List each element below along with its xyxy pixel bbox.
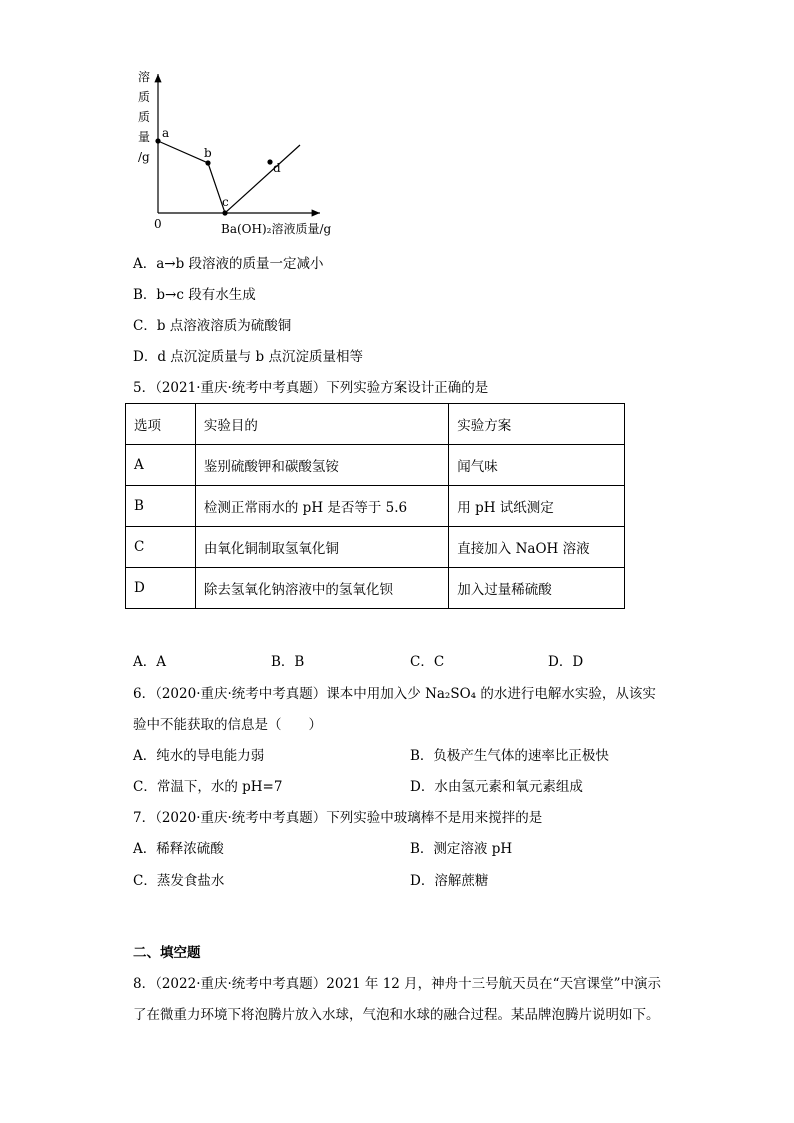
table-header-cell: 实验目的 <box>195 404 448 445</box>
q7-option-c: C．蒸发食盐水 <box>133 873 225 889</box>
table-cell: C <box>126 527 196 568</box>
point-b-dot <box>205 160 210 165</box>
table-cell: D <box>126 568 196 609</box>
solute-mass-curve <box>158 141 300 213</box>
table-cell: 检测正常雨水的 pH 是否等于 5.6 <box>195 486 448 527</box>
point-b-label: b <box>204 146 212 160</box>
point-a-label: a <box>162 126 170 140</box>
table-cell: 直接加入 NaOH 溶液 <box>449 527 625 568</box>
q5-stem: 5．（2021·重庆·统考中考真题）下列实验方案设计正确的是 <box>133 380 489 396</box>
q6-option-c: C．常温下，水的 pH=7 <box>133 779 283 795</box>
table-header-cell: 实验方案 <box>449 404 625 445</box>
q7-option-d: D．溶解蔗糖 <box>410 873 489 889</box>
q7-option-b: B．测定溶液 pH <box>410 841 513 857</box>
point-c-label: c <box>222 195 229 209</box>
table-row <box>126 445 625 486</box>
q4-option-a: A．a→b 段溶液的质量一定减小 <box>133 256 324 272</box>
table-header-cell: 选项 <box>126 404 196 445</box>
point-c-dot <box>222 210 227 215</box>
table-row <box>126 486 625 527</box>
q6-stem-line1: 6．（2020·重庆·统考中考真题）课本中用加入少 Na₂SO₄ 的水进行电解水实验，从该实 <box>133 686 656 702</box>
q8-line2: 了在微重力环境下将泡腾片放入水球，气泡和水球的融合过程。某品牌泡腾片说明如下。 <box>133 1007 660 1023</box>
graph-axes <box>128 62 358 242</box>
y-axis-label-5: /g <box>138 150 150 164</box>
point-d-label: d <box>273 161 281 175</box>
origin-label: 0 <box>154 217 162 231</box>
q5-option-c: C．C <box>410 654 445 670</box>
table-cell: 闻气味 <box>449 445 625 486</box>
table-header-row <box>126 404 625 445</box>
x-axis-label: Ba(OH)₂溶液质量/g <box>221 222 332 236</box>
solute-mass-graph <box>128 62 358 242</box>
q5-option-d: D．D <box>548 654 584 670</box>
q6-option-b: B．负极产生气体的速率比正极快 <box>410 748 609 764</box>
table-cell: 用 pH 试纸测定 <box>449 486 625 527</box>
q6-stem-line2: 验中不能获取的信息是（ ） <box>133 717 322 733</box>
q4-option-b: B．b→c 段有水生成 <box>133 287 256 303</box>
q8-line1: 8．（2022·重庆·统考中考真题）2021 年 12 月，神舟十三号航天员在“天宫课堂”中演示 <box>133 976 661 992</box>
table-row <box>126 568 625 609</box>
point-d-dot <box>267 159 272 164</box>
section-heading: 二、填空题 <box>133 945 201 961</box>
q4-option-c: C．b 点溶液溶质为硫酸铜 <box>133 318 292 334</box>
q5-option-b: B．B <box>271 654 305 670</box>
y-axis-label-3: 质 <box>138 110 151 124</box>
q6-option-d: D．水由氢元素和氧元素组成 <box>410 779 583 795</box>
table-cell: 鉴别硫酸钾和碳酸氢铵 <box>195 445 448 486</box>
q7-option-a: A．稀释浓硫酸 <box>133 841 224 857</box>
table-cell: A <box>126 445 196 486</box>
point-a-dot <box>155 138 160 143</box>
y-axis-label-2: 质 <box>138 90 151 104</box>
q6-option-a: A．纯水的导电能力弱 <box>133 748 265 764</box>
q5-option-a: A．A <box>133 654 166 670</box>
y-axis-label-1: 溶 <box>138 70 151 84</box>
y-axis-label-4: 量 <box>138 130 151 144</box>
q4-option-d: D．d 点沉淀质量与 b 点沉淀质量相等 <box>133 349 363 365</box>
table-cell: 除去氢氧化钠溶液中的氢氧化钡 <box>195 568 448 609</box>
table-cell: B <box>126 486 196 527</box>
table-cell: 由氧化铜制取氢氧化铜 <box>195 527 448 568</box>
q7-stem: 7．（2020·重庆·统考中考真题）下列实验中玻璃棒不是用来搅拌的是 <box>133 810 543 826</box>
table-row <box>126 527 625 568</box>
table-cell: 加入过量稀硫酸 <box>449 568 625 609</box>
experiment-table <box>125 403 625 609</box>
